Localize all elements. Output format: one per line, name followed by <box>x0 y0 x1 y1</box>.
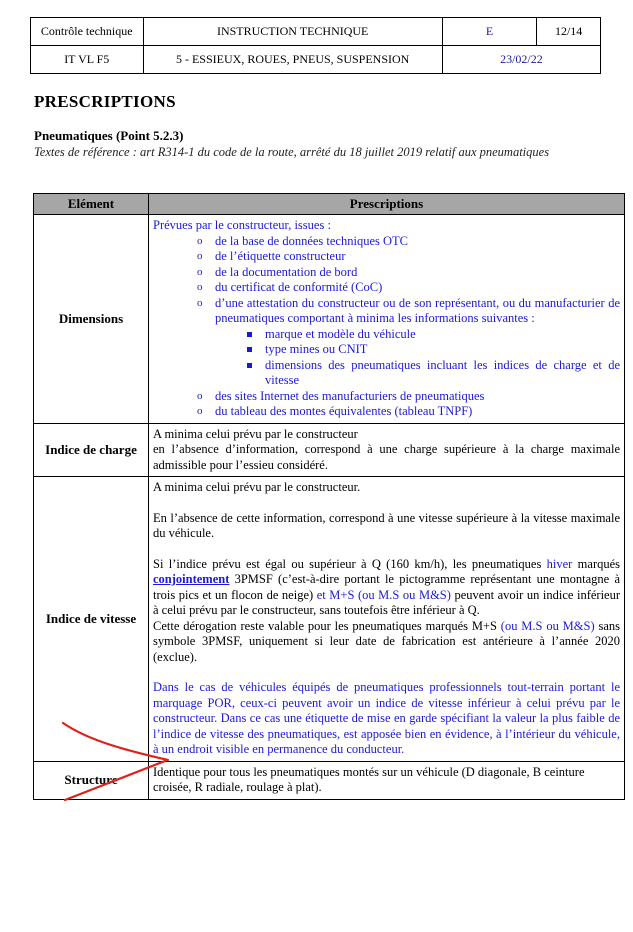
vitesse-p2: En l’absence de cette information, correspond à une vitesse supérieure à la vitesse maximale du véhicule. <box>153 510 620 540</box>
header-cell-chapter: 5 - ESSIEUX, ROUES, PNEUS, SUSPENSION <box>143 46 442 74</box>
vitesse-p1: A minima celui prévu par le constructeur. <box>153 480 361 494</box>
text-span: conjointement <box>153 572 230 586</box>
text-span: 3PMSF (c’est-à-dire portant le pictogramme représentant une montagne à trois pics et un flocon de neige) <box>153 572 621 602</box>
text-span: peuvent avoir un indice inférieur à celui prévu par le constructeur, sans toutefois être inférieur à Q. <box>153 587 621 617</box>
element-dimensions: Dimensions <box>34 215 149 424</box>
charge-line-2: en l’absence d’information, correspond à une charge supérieure à la charge maximale admissible pour l’essieu considéré. <box>153 442 620 472</box>
red-arrow-annotation <box>55 718 175 808</box>
header-cell-date: 23/02/22 <box>442 46 600 74</box>
prescription-dimensions <box>149 215 625 424</box>
dimensions-intro: Prévues par le constructeur, issues : <box>153 218 331 232</box>
prescription-vitesse <box>149 477 625 762</box>
column-header-element: Elément <box>34 194 149 215</box>
sublist-item: marque et modèle du véhicule <box>247 327 620 343</box>
header-cell-page: 12/14 <box>537 18 601 46</box>
element-vitesse: Indice de vitesse <box>34 477 149 762</box>
header-cell-instruction: INSTRUCTION TECHNIQUE <box>143 18 442 46</box>
dimensions-list <box>153 234 620 420</box>
vitesse-p4 <box>153 619 620 666</box>
element-charge: Indice de charge <box>34 423 149 477</box>
text-span: sans symbole 3PMSF, uniquement si leur date de fabrication est antérieure à l’année 2020 (exclue). <box>153 618 621 664</box>
prescription-charge <box>149 423 625 477</box>
document-header <box>30 17 601 74</box>
list-item: o de la documentation de bord <box>197 265 620 281</box>
row-dimensions <box>34 215 625 424</box>
list-item: o du certificat de conformité (CoC) <box>197 280 620 296</box>
page-title: PRESCRIPTIONS <box>34 92 176 111</box>
list-item: o de la base de données techniques OTC <box>197 234 620 250</box>
list-item: o des sites Internet des manufacturiers de pneumatiques <box>197 389 620 405</box>
text-span: marqués <box>577 556 621 571</box>
vitesse-p3 <box>153 557 620 619</box>
reference-text: Textes de référence : art R314-1 du code de la route, arrêté du 18 juillet 2019 relatif aux pneumatiques <box>34 145 550 159</box>
text-span: Si l’indice prévu est égal ou supérieur à Q (160 km/h), les pneumatiques <box>153 556 542 571</box>
text-span: (ou M.S ou M&S) <box>500 618 595 633</box>
header-cell-ref: IT VL F5 <box>31 46 144 74</box>
text-span: et M+S (ou M.S ou M&S) <box>316 587 451 602</box>
list-item-text: d’une attestation du constructeur ou de son représentant, ou du manufacturier de pneumatiques comportant à minima les informations suivantes : <box>215 295 620 325</box>
section-heading: Pneumatiques (Point 5.2.3) <box>34 128 184 143</box>
element-structure: Structure <box>34 761 149 799</box>
prescriptions-table <box>33 193 625 800</box>
header-cell-version: E <box>442 18 536 46</box>
text-span: hiver <box>546 556 573 571</box>
header-cell-control: Contrôle technique <box>31 18 144 46</box>
table-header-row <box>34 194 625 215</box>
column-header-prescriptions: Prescriptions <box>149 194 625 215</box>
dimensions-sublist <box>215 327 620 389</box>
sublist-item: dimensions des pneumatiques incluant les indices de charge et de vitesse <box>247 358 620 389</box>
sublist-item: type mines ou CNIT <box>247 342 620 358</box>
vitesse-p5: Dans le cas de véhicules équipés de pneumatiques professionnels tout-terrain portant le marquage POR, ceux-ci peuvent avoir un indice de vitesse inférieur à celui prévu par le constructeur. Dans ce cas une étiquette de mise en garde spécifiant la valeur la plus faible de l’indice de vitesse des pneumatiques, est apposée bien en évidence, à l’intérieur du véhicule, à un endroit visible en permanence du conducteur. <box>153 680 620 756</box>
list-item: o de l’étiquette constructeur <box>197 249 620 265</box>
charge-line-1: A minima celui prévu par le constructeur <box>153 426 358 441</box>
list-item <box>197 296 620 389</box>
prescription-structure: Identique pour tous les pneumatiques montés sur un véhicule (D diagonale, B ceinture croisée, R radiale, roulage à plat). <box>149 761 625 799</box>
list-item: o du tableau des montes équivalentes (tableau TNPF) <box>197 404 620 420</box>
row-charge <box>34 423 625 477</box>
text-span: Cette dérogation reste valable pour les pneumatiques marqués M+S <box>153 618 497 633</box>
